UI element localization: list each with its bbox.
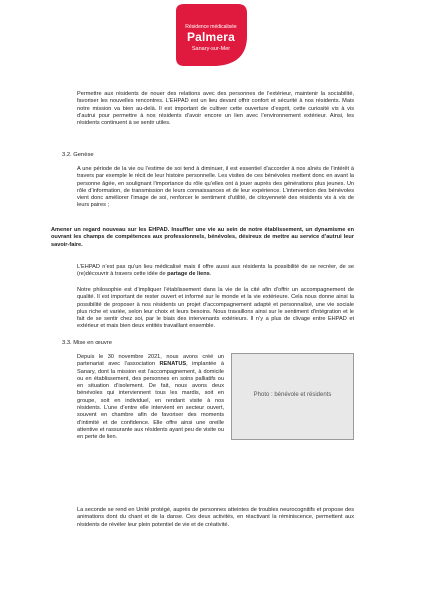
logo-place: Sanary-sur-Mer (191, 46, 231, 52)
lieu-paragraph (77, 264, 354, 279)
photo-volunteer-residents (231, 353, 354, 440)
logo-subtitle: Résidence médicalisée (185, 24, 237, 30)
mise-text-b: , implantée à Sanary, dont la mission est l’accompagnement, à domicile ou en établissement, des personnes en soins palliatifs ou en situation d’isolement. De fait, nous avons deux bénévoles qui interviennent tous les mardis, soit en groupe, soit en individuel, en rendant visite à nos résidents. L’une d’entre elle intervient en secteur ouvert, souvent en chambre afin de favoriser des moments d’intimité et de confidence. Elle offre ainsi une oreille attentive et rassurante aux résidents ayant peu de visite ou en perte de lien. (77, 361, 224, 441)
intro-paragraph: Permettre aux résidents de nouer des relations avec des personnes de l’extérieur, maintenir la sociabilité, favoriser les nouvelles rencontres. L’EHPAD est un lieu devant offrir confort et sécurité à nos résidents. Mais notre mission va bien au-delà. Il est important de cultiver cette ouverture d’esprit, cette curiosité vis à vis d’autrui pour permettre à nos résidents d’avoir encore un lien avec l’environnement extérieur. Ainsi, les résidents continuent à se sentir utiles. (77, 91, 354, 127)
logo-name: Palmera (186, 30, 236, 44)
lieu-text-a: L’EHPAD n’est pas qu’un lieu médicalisé mais il offre aussi aux résidents la possibilité de se recréer, de se (re)découvrir à travers cette idée de (77, 264, 354, 278)
mise-text-a: Depuis le 30 novembre 2021, nous avons créé un partenariat avec l’association (77, 354, 224, 368)
section-heading-genese: 3.2. Genèse (62, 152, 94, 158)
bold-statement: Amener un regard nouveau sur les EHPAD. Insuffler une vie au sein de notre établissement, un dynamisme en ouvrant les champs de compétences aux professionnels, bénévoles, désireux de mettre au service d’autrui leur savoir-faire. (51, 227, 354, 248)
last-paragraph: La seconde se rend en Unité protégé, auprès de personnes atteintes de troubles neurocognitifs et propose des animations dont du chant et de la danse. Ces deux activités, en réactivant la réminiscence, permettent aux résidents de révéler leur plein potentiel de vie et de créativité. (77, 507, 354, 528)
photo-caption: Photo : bénévole et résidents (253, 392, 332, 398)
lieu-text-b: . (209, 271, 212, 278)
mise-paragraph (77, 354, 224, 442)
lieu-text-bold: partage de liens (167, 271, 210, 278)
section-heading-mise: 3.3. Mise en œuvre (62, 340, 112, 346)
philosophy-paragraph: Notre philosophie est d’impliquer l’établissement dans la vie de la cité afin d’offrir un accompagnement de qualité. Il est important de rester ouvert et informé sur le monde et la vie extérieure. Cela nous donne ainsi la possibilité de proposer à nos résidents un projet d’accompagnement adapté et personnalisé, une vie sociale plus riche et variée, selon leur choix et leurs besoins. Nous travaillons ainsi sur le sentiment d’intégration et le fait de se sentir chez soi, par le biais des intervenants extérieurs. Il n’y a plus de clivage entre EHPAD et extérieur et mais bien deux entités travaillant ensemble. (77, 287, 354, 330)
mise-text-bold: RENATUS (159, 361, 187, 368)
logo (172, 2, 250, 68)
genese-paragraph: A une période de la vie ou l’estime de soi tend à diminuer, il est essentiel d’accorder à nos aînés de l’intérêt à travers par exemple le récit de leur histoire personnelle. Les visites de ces bénévoles mettent donc en avant la personne âgée, en soulignant l’importance du rôle qu’elles ont à jouer auprès des générations plus jeunes. Un rôle d’information, de transmission de leurs connaissances et de leur expérience. L’intervention des bénévoles vient donc améliorer l’image de soi, renforcer le sentiment d’utilité, de citoyenneté des résidents vis à vis de leurs paires ; (77, 166, 354, 209)
